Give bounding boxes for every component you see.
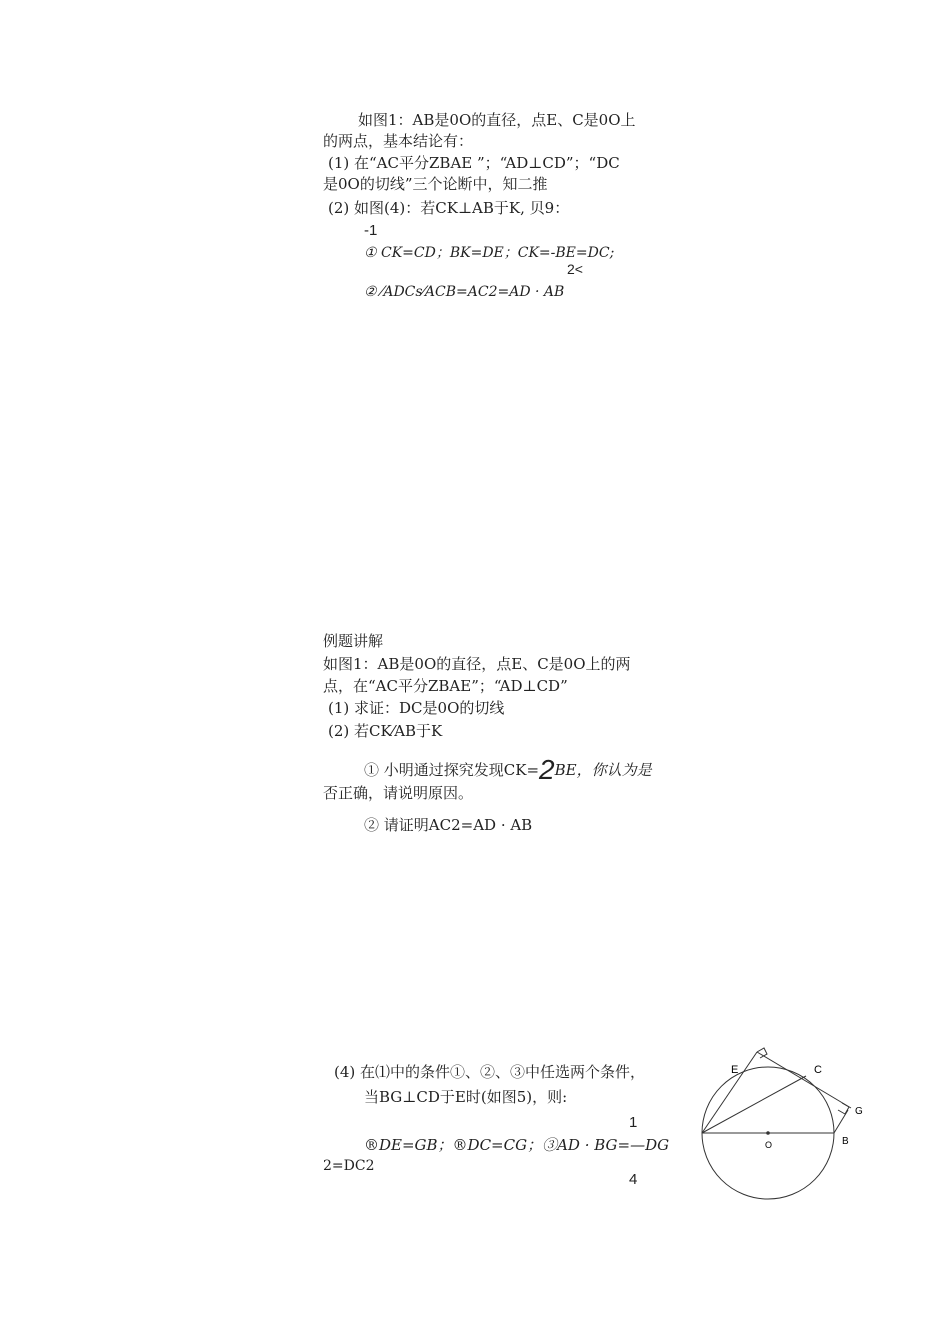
s1-line-9: ② ⁄ADCs⁄ACB=AC2=AD · AB xyxy=(364,284,565,300)
s1-line-4: 是0O的切线”三个论断中，知二推 xyxy=(323,175,548,193)
s3-line-3: ®DE=GB；®DC=CG；③AD · BG=—DG xyxy=(364,1136,670,1154)
segment-bg xyxy=(834,1110,848,1133)
right-angle-mark-g xyxy=(838,1103,849,1114)
s2-line-5 xyxy=(364,754,652,785)
s2-line-2: 点，在“AC平分ZBAE”；“AD⊥CD” xyxy=(323,677,568,695)
s2-line-5a: ① 小明通过探究发现CK= xyxy=(364,761,540,779)
label-b: B xyxy=(842,1136,849,1147)
s2-title: 例题讲解 xyxy=(323,632,384,650)
label-c: C xyxy=(814,1064,822,1076)
s2-line-5-big-two: 2 xyxy=(539,754,555,785)
s2-line-7: ② 请证明AC2=AD · AB xyxy=(364,816,533,834)
tangent-line xyxy=(757,1052,851,1108)
s3-line-1: (4) 在⑴中的条件①、②、③中任选两个条件， xyxy=(334,1063,646,1081)
s1-line-5: (2) 如图(4)：若CK⊥AB于K, 贝9： xyxy=(328,199,570,217)
s3-frac-numerator: 1 xyxy=(629,1114,638,1131)
s2-line-4: (2) 若CK⁄AB于K xyxy=(328,722,443,740)
s3-line-2: 当BG⊥CD于E时(如图5)，则: xyxy=(364,1088,568,1106)
s3-line-4: 2=DC2 xyxy=(323,1158,375,1174)
chord-ae xyxy=(702,1052,757,1133)
label-g: G xyxy=(855,1106,863,1117)
s2-line-3: (1) 求证：DC是0O的切线 xyxy=(328,699,505,717)
s1-line-7: ① CK=CD；BK=DE；CK=-BE=DC; xyxy=(364,245,615,261)
s3-frac-denominator: 4 xyxy=(629,1171,638,1188)
label-e: E xyxy=(731,1064,739,1076)
s1-line-6: -1 xyxy=(364,222,378,239)
s1-line-2: 的两点，基本结论有： xyxy=(323,132,474,150)
center-point-o xyxy=(766,1131,770,1135)
chord-ac xyxy=(702,1076,806,1133)
s1-line-3: (1) 在“AC平分ZBAE ”；“AD⊥CD”；“DC xyxy=(328,154,620,172)
s2-line-1: 如图1：AB是0O的直径，点E、C是0O上的两 xyxy=(323,655,631,673)
s1-line-8: 2< xyxy=(567,261,583,277)
s2-line-6: 否正确，请说明原因。 xyxy=(323,784,474,802)
label-o: O xyxy=(765,1140,773,1150)
s1-line-1: 如图1：AB是0O的直径，点E、C是0O上 xyxy=(358,111,636,129)
s2-line-5c: BE，你认为是 xyxy=(554,761,652,779)
geometry-figure xyxy=(690,1040,870,1210)
